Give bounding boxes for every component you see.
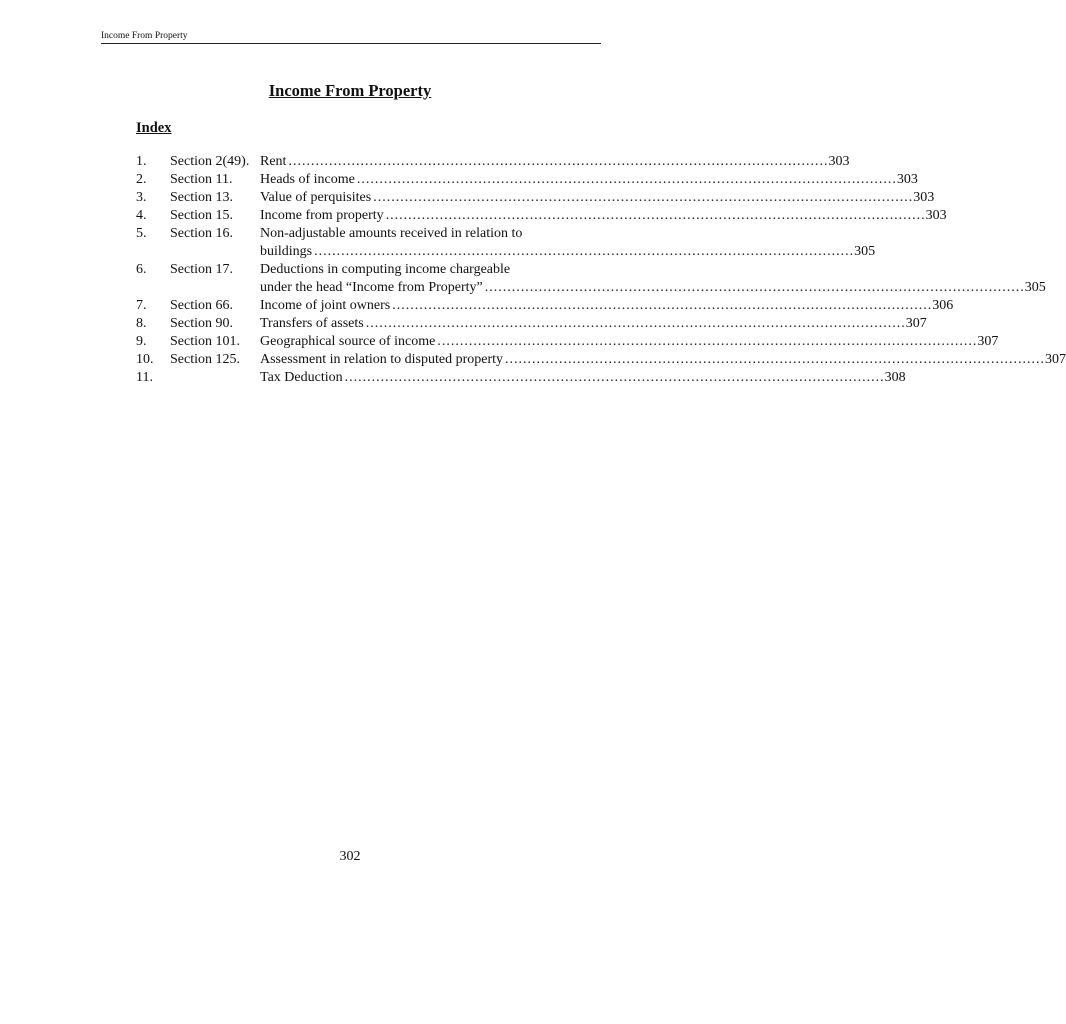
- dot-leader: ........................................................................................................................: [385, 208, 926, 223]
- entry-page: 308: [884, 370, 906, 385]
- toc-entry: [0, 153, 850, 171]
- dot-leader: ........................................................................................................................: [505, 352, 1046, 367]
- table-of-contents: [0, 153, 1066, 387]
- entry-page: 305: [1024, 280, 1046, 295]
- entry-number: 10.: [136, 352, 154, 367]
- entry-section: Section 16.: [170, 226, 233, 241]
- entry-page: 307: [977, 334, 999, 349]
- entry-title: Income of joint owners: [260, 298, 391, 313]
- entry-title: Transfers of assets: [260, 316, 364, 331]
- entry-page: 307: [905, 316, 927, 331]
- dot-leader: ........................................................................................................................: [344, 370, 885, 385]
- entry-title: Tax Deduction: [260, 370, 343, 385]
- toc-entry: [0, 315, 927, 333]
- entry-page: 307: [1045, 352, 1066, 367]
- entry-title: Geographical source of income: [260, 334, 436, 349]
- dot-leader: ........................................................................................................................: [365, 316, 906, 331]
- entry-page: 306: [932, 298, 954, 313]
- entry-number: 1.: [136, 154, 147, 169]
- toc-entry: [0, 189, 935, 207]
- entry-number: 4.: [136, 208, 147, 223]
- toc-entry: [0, 351, 1066, 369]
- entry-section: Section 2(49).: [170, 154, 250, 169]
- entry-page: 303: [913, 190, 935, 205]
- dot-leader: ........................................................................................................................: [288, 154, 829, 169]
- entry-section: Section 17.: [170, 262, 233, 277]
- toc-entry: [0, 369, 906, 387]
- entry-title: Heads of income: [260, 172, 355, 187]
- entry-page: 303: [925, 208, 947, 223]
- dot-leader: ........................................................................................................................: [437, 334, 978, 349]
- page-number: 302: [339, 849, 361, 864]
- entry-title: Assessment in relation to disputed property: [260, 352, 504, 367]
- entry-number: 5.: [136, 226, 147, 241]
- entry-number: 8.: [136, 316, 147, 331]
- toc-entry: [0, 261, 1046, 297]
- entry-section: Section 66.: [170, 298, 233, 313]
- entry-title: buildings: [260, 244, 313, 259]
- entry-page: 305: [854, 244, 876, 259]
- entry-number: 3.: [136, 190, 147, 205]
- entry-section: Section 101.: [170, 334, 240, 349]
- entry-number: 6.: [136, 262, 147, 277]
- entry-number: 7.: [136, 298, 147, 313]
- entry-number: 9.: [136, 334, 147, 349]
- dot-leader: ........................................................................................................................: [392, 298, 933, 313]
- dot-leader: ........................................................................................................................: [373, 190, 914, 205]
- entry-section: Section 13.: [170, 190, 233, 205]
- toc-entry: [0, 207, 947, 225]
- entry-title: Value of perquisites: [260, 190, 372, 205]
- entry-section: Section 11.: [170, 172, 233, 187]
- entry-title-line1: Non-adjustable amounts received in relation to: [260, 226, 523, 241]
- entry-title: Income from property: [260, 208, 384, 223]
- entry-title: Rent: [260, 154, 287, 169]
- index-heading: Index: [136, 120, 172, 136]
- running-header: Income From Property: [101, 30, 601, 44]
- dot-leader: ........................................................................................................................: [314, 244, 855, 259]
- page-title: Income From Property: [268, 81, 432, 100]
- entry-page: 303: [828, 154, 850, 169]
- entry-title: under the head “Income from Property”: [260, 280, 483, 295]
- toc-entry: [0, 171, 918, 189]
- dot-leader: ........................................................................................................................: [484, 280, 1025, 295]
- entry-number: 11.: [136, 370, 153, 385]
- entry-section: Section 90.: [170, 316, 233, 331]
- entry-section: Section 125.: [170, 352, 240, 367]
- toc-entry: [0, 297, 954, 315]
- entry-number: 2.: [136, 172, 147, 187]
- entry-section: Section 15.: [170, 208, 233, 223]
- toc-entry: [0, 225, 876, 261]
- entry-title-line1: Deductions in computing income chargeable: [260, 262, 511, 277]
- dot-leader: ........................................................................................................................: [356, 172, 897, 187]
- entry-page: 303: [896, 172, 918, 187]
- toc-entry: [0, 333, 999, 351]
